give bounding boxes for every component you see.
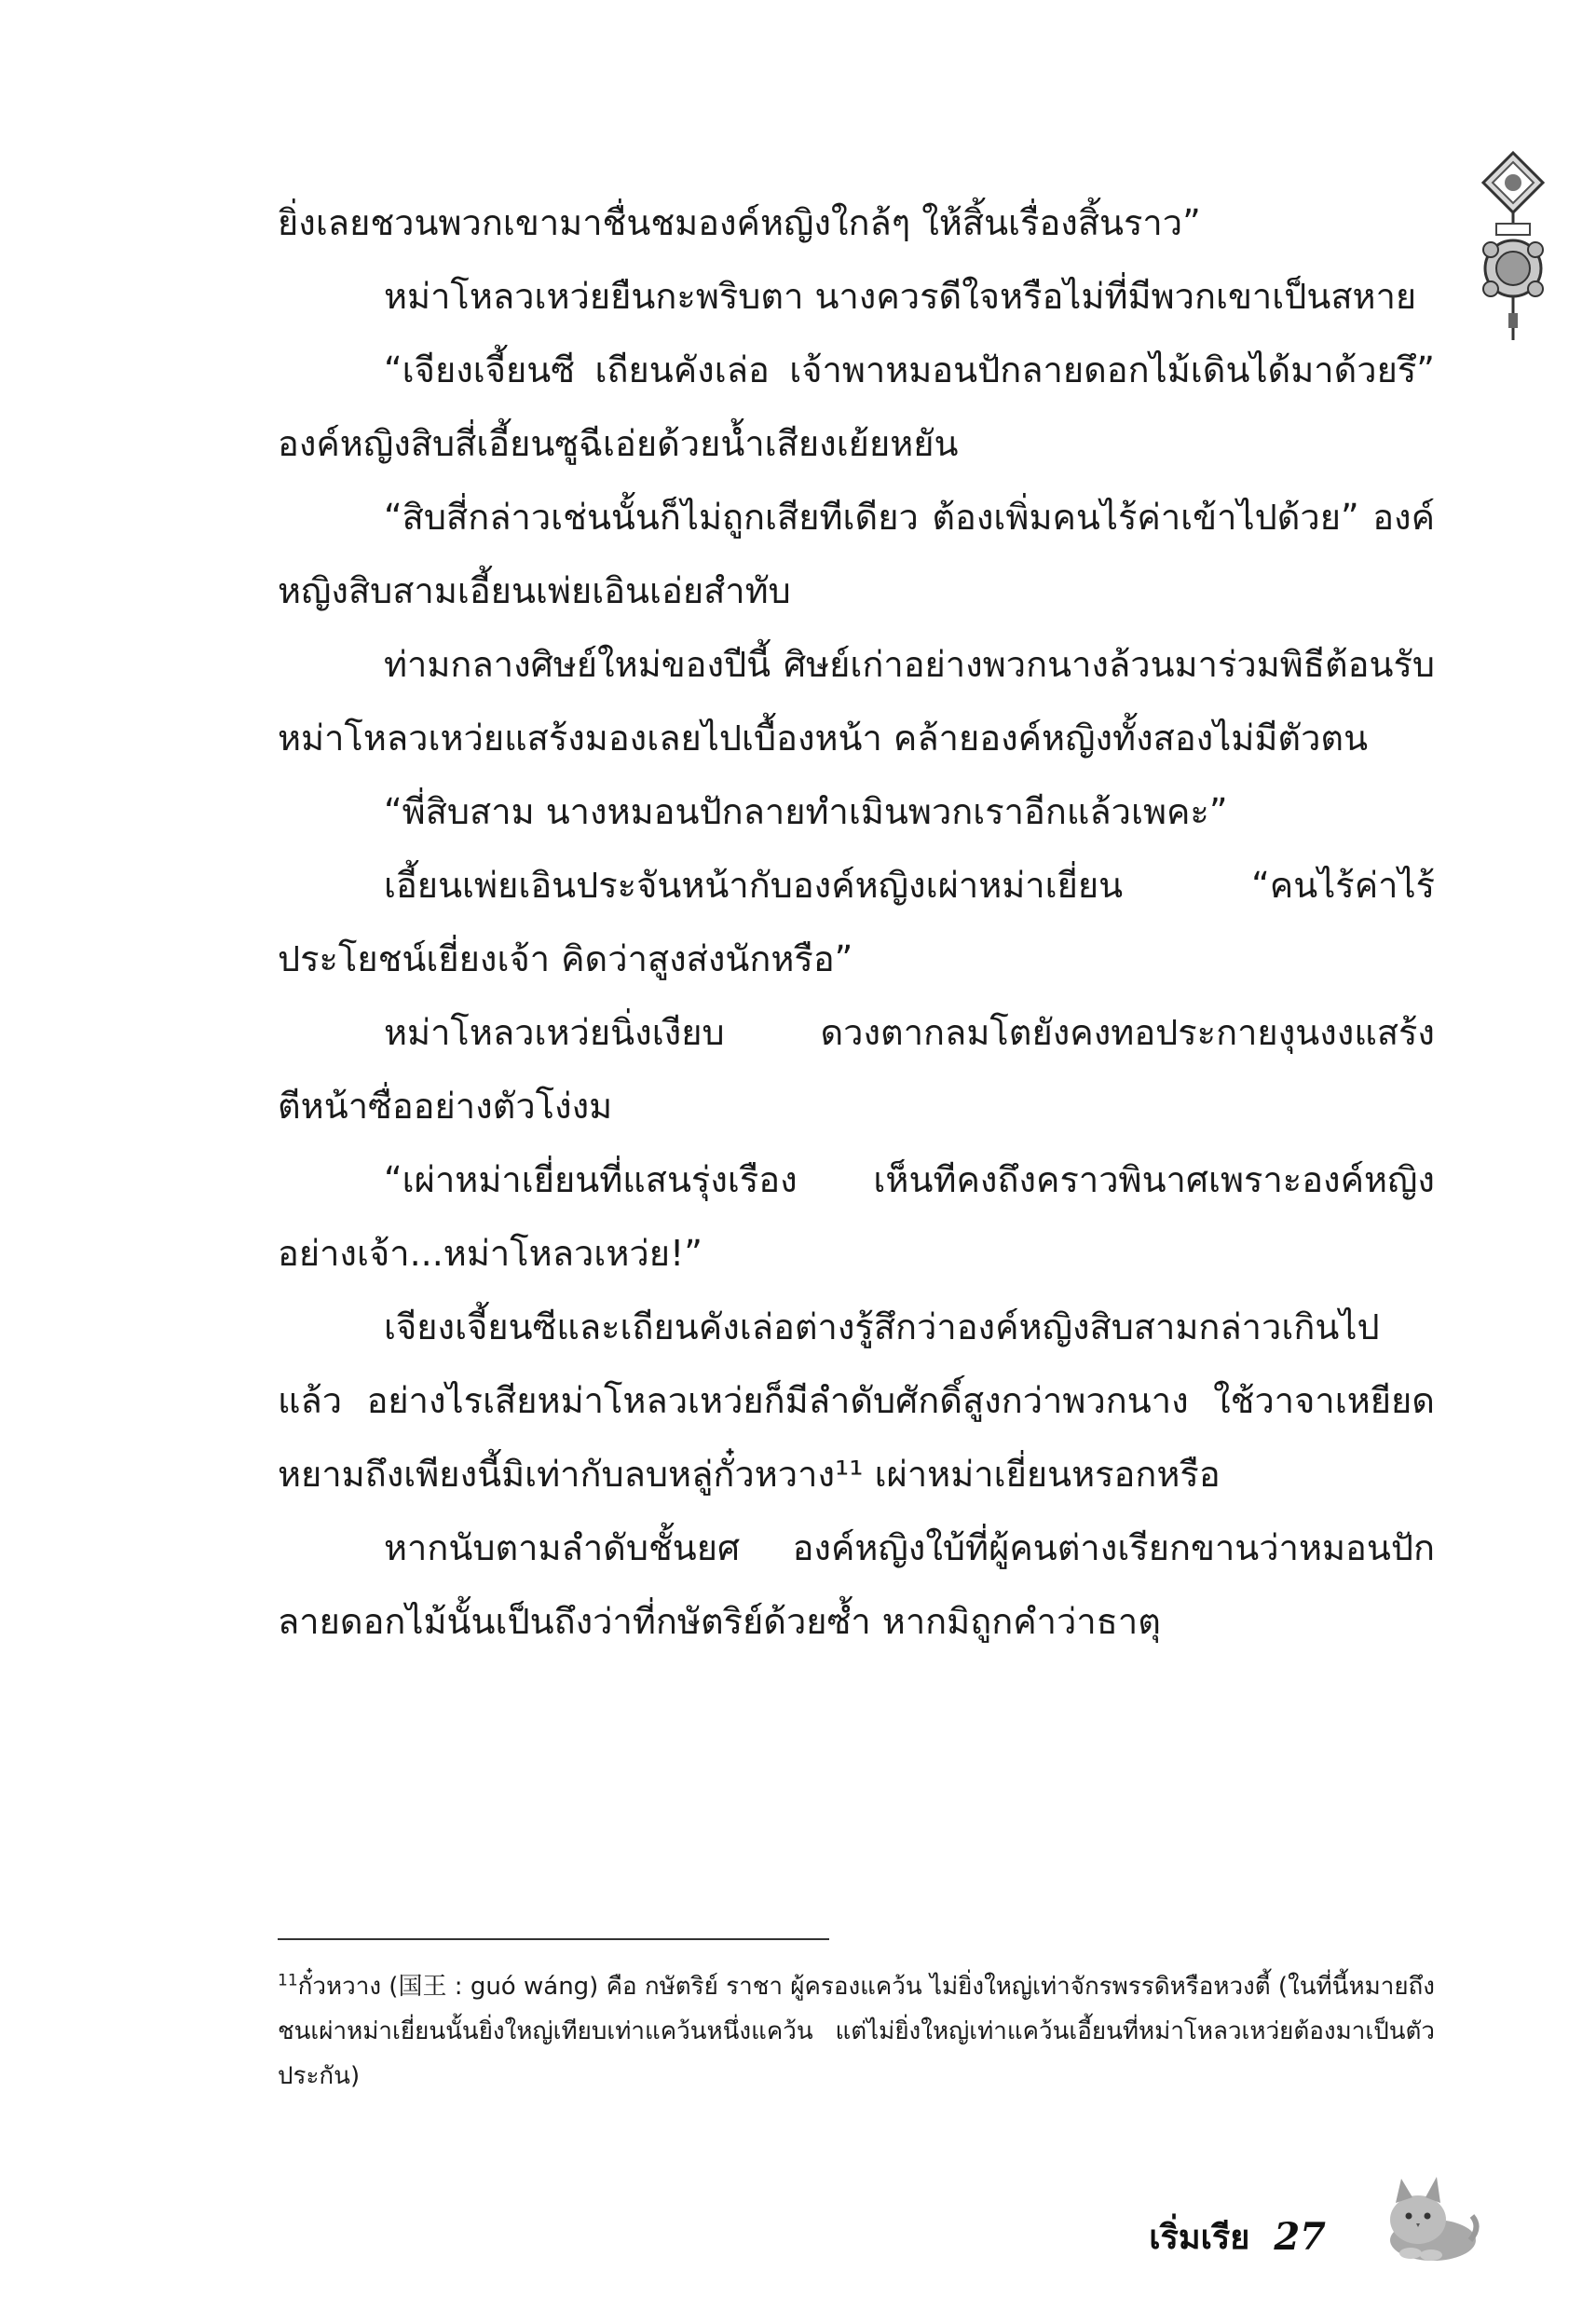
paragraph-4: “สิบสี่กล่าวเช่นนั้นก็ไม่ถูกเสียทีเดียว ต้องเพิ่มคนไร้ค่าเข้าไปด้วย” องค์หญิงสิบสามเอี้ยนเพ่ยเอินเอ่ยสำทับ [278, 497, 1435, 611]
paragraph-1: ยิ่งเลยชวนพวกเขามาชื่นชมองค์หญิงใกล้ๆ ให้สิ้นเรื่องสิ้นราว” [278, 202, 1201, 243]
paragraph-8: หม่าโหลวเหว่ยนิ่งเงียบ ดวงตากลมโตยังคงทอประกายงุนงงแสร้งตีหน้าซื่ออย่างตัวโง่งม [278, 1012, 1435, 1127]
paragraph-6: “พี่สิบสาม นางหมอนปักลายทำเมินพวกเราอีกแล้วเพคะ” [384, 791, 1228, 832]
footnote-marker: 11 [278, 1971, 298, 1990]
footnote-text: กั๋วหวาง (国王 : guó wáng) คือ กษัตริย์ ราชา ผู้ครองแคว้น ไม่ยิ่งใหญ่เท่าจักรพรรดิหรือหวงตี้ (ในที่นี้หมายถึงชนเผ่าหม่าเยี่ยนนั้นยิ่งใหญ่เทียบเท่าแคว้นหนึ่งแคว้น แต่ไม่ยิ่งใหญ่เท่าแคว้นเอี้ยนที่หม่าโหลวเหว่ยต้องมาเป็นตัวประกัน) [278, 1973, 1435, 2090]
paragraph-9: “เผ่าหม่าเยี่ยนที่แสนรุ่งเรือง เห็นทีคงถึงคราวพินาศเพราะองค์หญิงอย่างเจ้า...หม่าโหลวเหว่ย!” [278, 1159, 1435, 1274]
footnote-divider [278, 1938, 829, 1940]
footnote [278, 1964, 1435, 2099]
paragraph-2: หม่าโหลวเหว่ยยืนกะพริบตา นางควรดีใจหรือไม่ที่มีพวกเขาเป็นสหาย [384, 276, 1417, 317]
chinese-knot-ornament-icon [1478, 149, 1548, 345]
paragraph-7: เอี้ยนเพ่ยเอินประจันหน้ากับองค์หญิงเผ่าหม่าเยี่ยน “คนไร้ค่าไร้ประโยชน์เยี่ยงเจ้า คิดว่าสูงส่งนักหรือ” [278, 865, 1435, 979]
page-footer [1149, 2199, 1326, 2274]
paragraph-10: เจียงเจี้ยนซีและเถียนคังเล่อต่างรู้สึกว่าองค์หญิงสิบสามกล่าวเกินไปแล้ว อย่างไรเสียหม่าโหลวเหว่ยก็มีลำดับศักดิ์สูงกว่าพวกนาง ใช้วาจาเหยียดหยามถึงเพียงนี้มิเท่ากับลบหลู่กั๋วหวาง¹¹ เผ่าหม่าเยี่ยนหรอกหรือ [278, 1306, 1435, 1495]
paragraph-5: ท่ามกลางศิษย์ใหม่ของปีนี้ ศิษย์เก่าอย่างพวกนางล้วนมาร่วมพิธีต้อนรับ หม่าโหลวเหว่ยแสร้งมองเลยไปเบื้องหน้า คล้ายองค์หญิงทั้งสองไม่มีตัวตน [278, 644, 1435, 759]
paragraph-3: “เจียงเจี้ยนซี เถียนคังเล่อ เจ้าพาหมอนปักลายดอกไม้เดินได้มาด้วยรึ” องค์หญิงสิบสี่เอี้ยนซูฉีเอ่ยด้วยน้ำเสียงเย้ยหยัน [278, 349, 1435, 464]
cat-image [1370, 2162, 1481, 2264]
paragraph-11: หากนับตามลำดับชั้นยศ องค์หญิงใบ้ที่ผู้คนต่างเรียกขานว่าหมอนปักลายดอกไม้นั้นเป็นถึงว่าที่กษัตริย์ด้วยซ้ำ หากมิถูกคำว่าธาตุ [278, 1527, 1435, 1642]
footer-brand: เริ่มเรีย [1149, 2217, 1250, 2257]
page-number: 27 [1274, 2214, 1326, 2259]
body-text [278, 186, 1435, 1659]
